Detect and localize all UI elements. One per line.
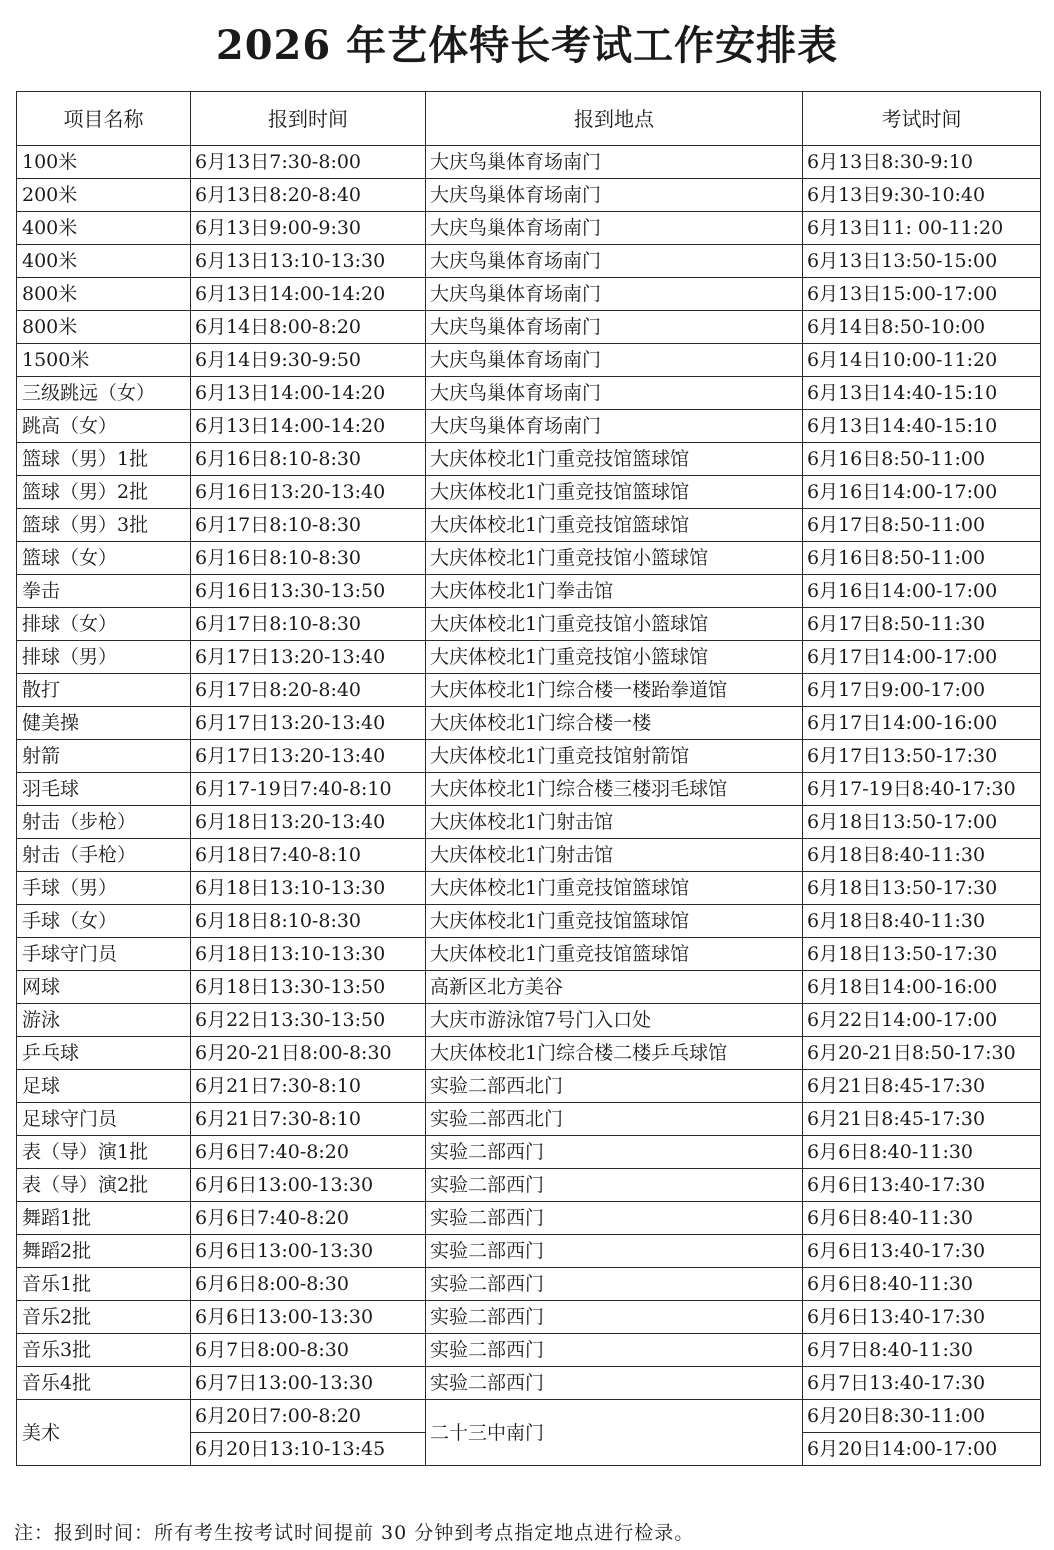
exam-time-cell: 6月13日11: 00-11:20 — [803, 212, 1041, 245]
exam-time-cell: 6月6日13:40-17:30 — [803, 1235, 1041, 1268]
table-body — [17, 146, 1041, 1466]
page-title: 2026 年艺体特长考试工作安排表 — [215, 22, 839, 69]
exam-time-cell: 6月17日8:50-11:00 — [803, 509, 1041, 542]
project-name-cell: 音乐1批 — [17, 1268, 191, 1301]
checkin-time-cell: 6月20日7:00-8:20 — [191, 1400, 426, 1433]
checkin-time-cell: 6月17日8:20-8:40 — [191, 674, 426, 707]
exam-time-cell: 6月14日8:50-10:00 — [803, 311, 1041, 344]
exam-time-cell: 6月17日8:50-11:30 — [803, 608, 1041, 641]
table-row — [17, 311, 1041, 344]
exam-time-cell: 6月13日14:40-15:10 — [803, 377, 1041, 410]
project-name-cell: 音乐3批 — [17, 1334, 191, 1367]
checkin-time-cell: 6月14日8:00-8:20 — [191, 311, 426, 344]
table-row — [17, 938, 1041, 971]
table-row — [17, 1070, 1041, 1103]
checkin-time-cell: 6月20日13:10-13:45 — [191, 1433, 426, 1466]
exam-time-cell: 6月6日13:40-17:30 — [803, 1169, 1041, 1202]
checkin-location-cell: 大庆体校北1门重竞技馆小篮球馆 — [426, 608, 803, 641]
table-row — [17, 278, 1041, 311]
exam-time-cell: 6月13日13:50-15:00 — [803, 245, 1041, 278]
exam-time-cell: 6月6日8:40-11:30 — [803, 1136, 1041, 1169]
project-name-cell: 400米 — [17, 245, 191, 278]
table-row — [17, 1400, 1041, 1433]
exam-time-cell: 6月16日8:50-11:00 — [803, 443, 1041, 476]
checkin-location-cell: 大庆鸟巢体育场南门 — [426, 410, 803, 443]
exam-time-cell: 6月21日8:45-17:30 — [803, 1070, 1041, 1103]
checkin-location-cell: 实验二部西门 — [426, 1169, 803, 1202]
table-row — [17, 1103, 1041, 1136]
checkin-time-cell: 6月13日9:00-9:30 — [191, 212, 426, 245]
checkin-time-cell: 6月18日13:10-13:30 — [191, 872, 426, 905]
checkin-location-cell: 大庆鸟巢体育场南门 — [426, 212, 803, 245]
checkin-time-cell: 6月7日13:00-13:30 — [191, 1367, 426, 1400]
checkin-time-cell: 6月16日13:20-13:40 — [191, 476, 426, 509]
exam-time-cell: 6月20日14:00-17:00 — [803, 1433, 1041, 1466]
checkin-location-cell: 大庆鸟巢体育场南门 — [426, 344, 803, 377]
exam-time-cell: 6月13日14:40-15:10 — [803, 410, 1041, 443]
checkin-location-cell: 大庆体校北1门重竞技馆篮球馆 — [426, 905, 803, 938]
project-name-cell: 手球（女） — [17, 905, 191, 938]
project-name-cell: 三级跳远（女） — [17, 377, 191, 410]
checkin-location-cell: 大庆体校北1门综合楼二楼乒乓球馆 — [426, 1037, 803, 1070]
table-row — [17, 1367, 1041, 1400]
table-row — [17, 542, 1041, 575]
exam-time-cell: 6月18日13:50-17:30 — [803, 938, 1041, 971]
checkin-time-cell: 6月6日7:40-8:20 — [191, 1202, 426, 1235]
project-name-cell: 手球守门员 — [17, 938, 191, 971]
table-row — [17, 575, 1041, 608]
checkin-time-cell: 6月13日7:30-8:00 — [191, 146, 426, 179]
checkin-time-cell: 6月21日7:30-8:10 — [191, 1070, 426, 1103]
checkin-time-cell: 6月18日8:10-8:30 — [191, 905, 426, 938]
project-name-cell: 手球（男） — [17, 872, 191, 905]
checkin-time-cell: 6月16日13:30-13:50 — [191, 575, 426, 608]
project-name-cell: 表（导）演2批 — [17, 1169, 191, 1202]
checkin-time-cell: 6月17日13:20-13:40 — [191, 740, 426, 773]
project-name-cell: 排球（女） — [17, 608, 191, 641]
exam-time-cell: 6月16日14:00-17:00 — [803, 575, 1041, 608]
project-name-cell: 篮球（男）3批 — [17, 509, 191, 542]
project-name-cell: 射箭 — [17, 740, 191, 773]
checkin-time-cell: 6月6日13:00-13:30 — [191, 1301, 426, 1334]
project-name-cell: 篮球（女） — [17, 542, 191, 575]
project-name-cell: 100米 — [17, 146, 191, 179]
checkin-time-cell: 6月17日8:10-8:30 — [191, 509, 426, 542]
checkin-location-cell: 大庆体校北1门射击馆 — [426, 806, 803, 839]
checkin-location-cell: 实验二部西门 — [426, 1235, 803, 1268]
checkin-time-cell: 6月17-19日7:40-8:10 — [191, 773, 426, 806]
checkin-time-cell: 6月18日13:30-13:50 — [191, 971, 426, 1004]
exam-time-cell: 6月13日15:00-17:00 — [803, 278, 1041, 311]
project-name-cell: 表（导）演1批 — [17, 1136, 191, 1169]
project-name-cell: 800米 — [17, 311, 191, 344]
table-row — [17, 740, 1041, 773]
project-name-cell: 舞蹈2批 — [17, 1235, 191, 1268]
exam-time-cell: 6月14日10:00-11:20 — [803, 344, 1041, 377]
table-row — [17, 509, 1041, 542]
project-name-cell: 游泳 — [17, 1004, 191, 1037]
exam-time-cell: 6月6日13:40-17:30 — [803, 1301, 1041, 1334]
table-row — [17, 1037, 1041, 1070]
exam-time-cell: 6月13日8:30-9:10 — [803, 146, 1041, 179]
exam-time-cell: 6月16日14:00-17:00 — [803, 476, 1041, 509]
project-name-cell: 射击（步枪） — [17, 806, 191, 839]
header-exam-time: 考试时间 — [803, 92, 1041, 146]
table-row — [17, 1202, 1041, 1235]
checkin-location-cell: 实验二部西门 — [426, 1334, 803, 1367]
table-row — [17, 1136, 1041, 1169]
table-row — [17, 1004, 1041, 1037]
checkin-time-cell: 6月17日8:10-8:30 — [191, 608, 426, 641]
header-row — [17, 92, 1041, 146]
checkin-location-cell: 大庆体校北1门重竞技馆射箭馆 — [426, 740, 803, 773]
table-row — [17, 1268, 1041, 1301]
checkin-time-cell: 6月21日7:30-8:10 — [191, 1103, 426, 1136]
header-project-name: 项目名称 — [17, 92, 191, 146]
exam-time-cell: 6月17日9:00-17:00 — [803, 674, 1041, 707]
checkin-time-cell: 6月17日13:20-13:40 — [191, 641, 426, 674]
table-row — [17, 641, 1041, 674]
checkin-time-cell: 6月17日13:20-13:40 — [191, 707, 426, 740]
exam-time-cell: 6月6日8:40-11:30 — [803, 1202, 1041, 1235]
table-header — [17, 92, 1041, 146]
checkin-location-cell: 大庆体校北1门射击馆 — [426, 839, 803, 872]
exam-time-cell: 6月6日8:40-11:30 — [803, 1268, 1041, 1301]
checkin-time-cell: 6月6日13:00-13:30 — [191, 1235, 426, 1268]
table-row — [17, 707, 1041, 740]
exam-time-cell: 6月17日14:00-17:00 — [803, 641, 1041, 674]
checkin-time-cell: 6月7日8:00-8:30 — [191, 1334, 426, 1367]
checkin-time-cell: 6月6日8:00-8:30 — [191, 1268, 426, 1301]
checkin-location-cell: 大庆体校北1门重竞技馆小篮球馆 — [426, 542, 803, 575]
project-name-cell: 1500米 — [17, 344, 191, 377]
table-row — [17, 344, 1041, 377]
project-name-cell: 篮球（男）2批 — [17, 476, 191, 509]
checkin-location-cell: 实验二部西门 — [426, 1202, 803, 1235]
project-name-cell: 射击（手枪） — [17, 839, 191, 872]
checkin-location-cell: 高新区北方美谷 — [426, 971, 803, 1004]
checkin-location-cell: 二十三中南门 — [426, 1400, 803, 1466]
checkin-location-cell: 大庆体校北1门重竞技馆篮球馆 — [426, 443, 803, 476]
table-row — [17, 1169, 1041, 1202]
table-row — [17, 1235, 1041, 1268]
schedule-table — [16, 91, 1041, 1466]
checkin-time-cell: 6月20-21日8:00-8:30 — [191, 1037, 426, 1070]
checkin-location-cell: 大庆市游泳馆7号门入口处 — [426, 1004, 803, 1037]
project-name-cell: 舞蹈1批 — [17, 1202, 191, 1235]
header-checkin-time: 报到时间 — [191, 92, 426, 146]
table-row — [17, 905, 1041, 938]
checkin-time-cell: 6月22日13:30-13:50 — [191, 1004, 426, 1037]
checkin-time-cell: 6月13日14:00-14:20 — [191, 278, 426, 311]
table-row — [17, 476, 1041, 509]
project-name-cell: 音乐4批 — [17, 1367, 191, 1400]
exam-time-cell: 6月7日8:40-11:30 — [803, 1334, 1041, 1367]
checkin-location-cell: 大庆鸟巢体育场南门 — [426, 278, 803, 311]
exam-time-cell: 6月18日8:40-11:30 — [803, 839, 1041, 872]
table-row — [17, 377, 1041, 410]
project-name-cell: 网球 — [17, 971, 191, 1004]
exam-time-cell: 6月17-19日8:40-17:30 — [803, 773, 1041, 806]
table-row — [17, 179, 1041, 212]
checkin-location-cell: 大庆体校北1门重竞技馆篮球馆 — [426, 872, 803, 905]
project-name-cell: 足球 — [17, 1070, 191, 1103]
checkin-location-cell: 大庆鸟巢体育场南门 — [426, 311, 803, 344]
exam-time-cell: 6月18日14:00-16:00 — [803, 971, 1041, 1004]
checkin-location-cell: 大庆体校北1门重竞技馆篮球馆 — [426, 509, 803, 542]
table-row — [17, 245, 1041, 278]
checkin-location-cell: 大庆体校北1门拳击馆 — [426, 575, 803, 608]
checkin-location-cell: 实验二部西北门 — [426, 1103, 803, 1136]
project-name-cell: 美术 — [17, 1400, 191, 1466]
project-name-cell: 400米 — [17, 212, 191, 245]
table-row — [17, 1301, 1041, 1334]
project-name-cell: 羽毛球 — [17, 773, 191, 806]
checkin-time-cell: 6月6日13:00-13:30 — [191, 1169, 426, 1202]
exam-time-cell: 6月18日13:50-17:00 — [803, 806, 1041, 839]
project-name-cell: 800米 — [17, 278, 191, 311]
exam-time-cell: 6月21日8:45-17:30 — [803, 1103, 1041, 1136]
checkin-location-cell: 大庆体校北1门重竞技馆篮球馆 — [426, 938, 803, 971]
checkin-location-cell: 实验二部西门 — [426, 1301, 803, 1334]
checkin-location-cell: 大庆体校北1门综合楼一楼跆拳道馆 — [426, 674, 803, 707]
checkin-location-cell: 大庆体校北1门综合楼三楼羽毛球馆 — [426, 773, 803, 806]
project-name-cell: 足球守门员 — [17, 1103, 191, 1136]
checkin-time-cell: 6月13日13:10-13:30 — [191, 245, 426, 278]
exam-time-cell: 6月18日13:50-17:30 — [803, 872, 1041, 905]
checkin-location-cell: 大庆鸟巢体育场南门 — [426, 245, 803, 278]
table-row — [17, 674, 1041, 707]
header-checkin-location: 报到地点 — [426, 92, 803, 146]
project-name-cell: 散打 — [17, 674, 191, 707]
checkin-location-cell: 实验二部西北门 — [426, 1070, 803, 1103]
project-name-cell: 乒乓球 — [17, 1037, 191, 1070]
project-name-cell: 音乐2批 — [17, 1301, 191, 1334]
table-row — [17, 212, 1041, 245]
project-name-cell: 健美操 — [17, 707, 191, 740]
project-name-cell: 篮球（男）1批 — [17, 443, 191, 476]
checkin-time-cell: 6月13日8:20-8:40 — [191, 179, 426, 212]
checkin-location-cell: 大庆体校北1门重竞技馆小篮球馆 — [426, 641, 803, 674]
table-row — [17, 410, 1041, 443]
checkin-location-cell: 大庆鸟巢体育场南门 — [426, 146, 803, 179]
table-row — [17, 1334, 1041, 1367]
checkin-location-cell: 大庆鸟巢体育场南门 — [426, 377, 803, 410]
project-name-cell: 200米 — [17, 179, 191, 212]
checkin-time-cell: 6月18日7:40-8:10 — [191, 839, 426, 872]
checkin-time-cell: 6月18日13:20-13:40 — [191, 806, 426, 839]
table-row — [17, 806, 1041, 839]
checkin-time-cell: 6月13日14:00-14:20 — [191, 410, 426, 443]
checkin-time-cell: 6月13日14:00-14:20 — [191, 377, 426, 410]
exam-time-cell: 6月20-21日8:50-17:30 — [803, 1037, 1041, 1070]
table-row — [17, 608, 1041, 641]
exam-time-cell: 6月20日8:30-11:00 — [803, 1400, 1041, 1433]
checkin-location-cell: 大庆体校北1门重竞技馆篮球馆 — [426, 476, 803, 509]
checkin-location-cell: 实验二部西门 — [426, 1367, 803, 1400]
checkin-time-cell: 6月16日8:10-8:30 — [191, 542, 426, 575]
table-row — [17, 773, 1041, 806]
checkin-location-cell: 实验二部西门 — [426, 1136, 803, 1169]
checkin-time-cell: 6月14日9:30-9:50 — [191, 344, 426, 377]
footnote: 注：报到时间：所有考生按考试时间提前 30 分钟到考点指定地点进行检录。 — [14, 1522, 695, 1544]
table-row — [17, 971, 1041, 1004]
project-name-cell: 跳高（女） — [17, 410, 191, 443]
checkin-time-cell: 6月18日13:10-13:30 — [191, 938, 426, 971]
exam-time-cell: 6月17日13:50-17:30 — [803, 740, 1041, 773]
table-row — [17, 443, 1041, 476]
checkin-time-cell: 6月16日8:10-8:30 — [191, 443, 426, 476]
exam-time-cell: 6月22日14:00-17:00 — [803, 1004, 1041, 1037]
exam-time-cell: 6月13日9:30-10:40 — [803, 179, 1041, 212]
exam-time-cell: 6月7日13:40-17:30 — [803, 1367, 1041, 1400]
exam-time-cell: 6月17日14:00-16:00 — [803, 707, 1041, 740]
checkin-time-cell: 6月6日7:40-8:20 — [191, 1136, 426, 1169]
table-row — [17, 872, 1041, 905]
table-row — [17, 146, 1041, 179]
checkin-location-cell: 实验二部西门 — [426, 1268, 803, 1301]
checkin-location-cell: 大庆体校北1门综合楼一楼 — [426, 707, 803, 740]
checkin-location-cell: 大庆鸟巢体育场南门 — [426, 179, 803, 212]
project-name-cell: 排球（男） — [17, 641, 191, 674]
project-name-cell: 拳击 — [17, 575, 191, 608]
table-row — [17, 839, 1041, 872]
exam-time-cell: 6月16日8:50-11:00 — [803, 542, 1041, 575]
exam-time-cell: 6月18日8:40-11:30 — [803, 905, 1041, 938]
